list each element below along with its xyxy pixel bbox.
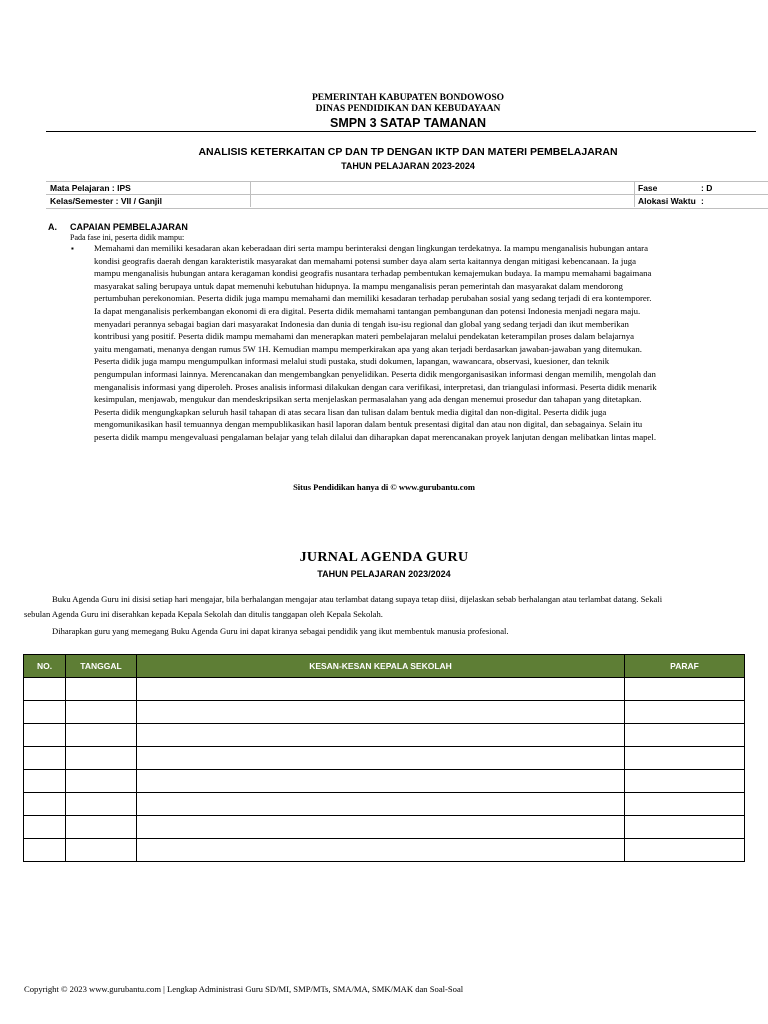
cell-kesan[interactable] bbox=[137, 747, 625, 770]
cell-kesan[interactable] bbox=[137, 793, 625, 816]
cell-paraf[interactable] bbox=[625, 816, 745, 839]
section-intro: Pada fase ini, peserta didik mampu: bbox=[70, 233, 185, 242]
cell-no[interactable] bbox=[24, 839, 66, 862]
cell-no[interactable] bbox=[24, 793, 66, 816]
journal-paragraph-1b: sebulan Agenda Guru ini diserahkan kepada Kepala Sekolah dan ditulis tanggapan oleh Kepala Sekolah. bbox=[24, 609, 383, 619]
agenda-table-body bbox=[24, 678, 745, 862]
site-watermark-text: Situs Pendidikan hanya di © www.gurubantu.com bbox=[293, 482, 475, 492]
cell-no[interactable] bbox=[24, 747, 66, 770]
cell-paraf[interactable] bbox=[625, 770, 745, 793]
paragraph-line: mengomunikasikan hasil temuannya dengan mempublikasikan hasil laporan dalam bentuk presentasi digital dan atau non digital, dan sebagainya. Selain itu bbox=[94, 419, 643, 430]
journal-title: JURNAL AGENDA GURU bbox=[299, 550, 469, 565]
paragraph-line: kondisi geografis daerah dengan karakteristik masyarakat dan memahami potensi sumber daya alam serta kaitannya dengan mitigasi kebencanaan. Ia juga bbox=[94, 255, 637, 266]
divider bbox=[250, 195, 251, 207]
class-semester-label: Kelas/Semester : VII / Ganjil bbox=[50, 196, 162, 206]
info-table bbox=[46, 182, 768, 207]
cell-paraf[interactable] bbox=[625, 839, 745, 862]
cell-tanggal[interactable] bbox=[66, 793, 137, 816]
cell-paraf[interactable] bbox=[625, 747, 745, 770]
cell-tanggal[interactable] bbox=[66, 839, 137, 862]
paragraph-line: Memahami dan memiliki kesadaran akan keberadaan diri serta mampu berinteraksi dengan lingkungan terdekatnya. Ia mampu menganalisis hubungan antara bbox=[94, 243, 649, 253]
journal-year: TAHUN PELAJARAN 2023/2024 bbox=[317, 569, 451, 579]
table-row bbox=[24, 793, 745, 816]
cell-kesan[interactable] bbox=[137, 701, 625, 724]
table-row bbox=[24, 770, 745, 793]
agenda-table bbox=[23, 654, 745, 862]
cell-tanggal[interactable] bbox=[66, 701, 137, 724]
capaian-paragraph bbox=[94, 242, 758, 444]
cell-kesan[interactable] bbox=[137, 839, 625, 862]
info-row-1 bbox=[46, 182, 768, 194]
paragraph-line: mampu menganalisis hubungan antara keragaman kondisi geografis nusantara terhadap pembentukan kemajemukan budaya. Ia mampu memahami bagaimana bbox=[94, 268, 652, 279]
document-title: ANALISIS KETERKAITAN CP DAN TP DENGAN IKTP DAN MATERI PEMBELAJARAN bbox=[198, 146, 618, 158]
paragraph-line: Peserta didik juga mampu mengumpulkan informasi melalui studi pustaka, studi dokumen, lapangan, wawancara, observasi, kuesioner, dan teknik bbox=[94, 356, 610, 367]
col-header-kesan: KESAN-KESAN KEPALA SEKOLAH bbox=[137, 655, 625, 678]
paragraph-line: menganalisis informasi yang diperoleh. Proses analisis informasi dilakukan dengan cara verifikasi, interpretasi, dan triangulasi informasi. Peserta didik menarik bbox=[94, 381, 657, 392]
cell-paraf[interactable] bbox=[625, 793, 745, 816]
section-letter: A. bbox=[48, 222, 57, 232]
paragraph-line: pertumbuhan perekonomian. Peserta didik juga mampu memahami dan memiliki kesadaran terhadap perubahan sosial yang sedang terjadi di era kontemporer. bbox=[94, 293, 652, 304]
paragraph-line: kontribusi yang positif. Peserta didik mampu memahami dan menerapkan materi pembelajaran melalui pendekatan keterampilan proses dalam belajarnya bbox=[94, 331, 635, 342]
cell-no[interactable] bbox=[24, 816, 66, 839]
cell-paraf[interactable] bbox=[625, 701, 745, 724]
cell-paraf[interactable] bbox=[625, 678, 745, 701]
document-year: TAHUN PELAJARAN 2023-2024 bbox=[341, 161, 475, 171]
col-header-paraf: PARAF bbox=[625, 655, 745, 678]
journal-paragraph-2: Diharapkan guru yang memegang Buku Agenda Guru ini dapat kiranya sebagai pendidik yang ikut membentuk manusia profesional. bbox=[52, 626, 509, 636]
footer-copyright: Copyright © 2023 www.gurubantu.com | Lengkap Administrasi Guru SD/MI, SMP/MTs, SMA/MA, SMK/MAK dan Soal-Soal bbox=[24, 984, 464, 994]
paragraph-line: kesimpulan, menjawab, mengukur dan mendeskripsikan serta menjelaskan permasalahan yang ada dengan menemui prosedur dan tahapan yang ditetapkan. bbox=[94, 394, 642, 405]
divider bbox=[634, 182, 635, 194]
cell-kesan[interactable] bbox=[137, 816, 625, 839]
header-rule bbox=[46, 131, 756, 132]
cell-kesan[interactable] bbox=[137, 770, 625, 793]
section-title: CAPAIAN PEMBELAJARAN bbox=[70, 222, 188, 232]
fase-label: Fase bbox=[638, 183, 658, 193]
cell-tanggal[interactable] bbox=[66, 747, 137, 770]
school-name: SMPN 3 SATAP TAMANAN bbox=[329, 116, 487, 130]
header-line-1: PEMERINTAH KABUPATEN BONDOWOSO bbox=[311, 93, 505, 103]
alokasi-label: Alokasi Waktu bbox=[638, 196, 696, 206]
divider bbox=[634, 195, 635, 207]
paragraph-line: pengumpulan informasi lainnya. Merencanakan dan mengembangkan penyelidikan. Peserta didik mengorganisasikan informasi dengan memilih, mengolah dan bbox=[94, 368, 656, 379]
paragraph-line: yaitu mengamati, menanya dengan rumus 5W 1H. Kemudian mampu memperkirakan apa yang akan terjadi berdasarkan jawaban-jawaban yang ditemukan. bbox=[94, 343, 642, 354]
cell-no[interactable] bbox=[24, 701, 66, 724]
cell-tanggal[interactable] bbox=[66, 678, 137, 701]
paragraph-line: menyadari perannya sebagai bagian dari masyarakat Indonesia dan dunia di tengah isu-isu regional dan global yang sedang terjadi dan ikut memberikan bbox=[94, 318, 629, 329]
paragraph-line: peserta didik mampu mengevaluasi pengalaman belajar yang telah dilalui dan diharapkan dapat merencanakan proyek lanjutan dengan melibatkan lintas mapel. bbox=[94, 431, 657, 442]
journal-paragraph-1a: Buku Agenda Guru ini disisi setiap hari mengajar, bila berhalangan mengajar atau terlambat datang supaya tetap diisi, dijelaskan sebab berhalangan atau terlambat datang. Sekali bbox=[52, 594, 663, 604]
table-row bbox=[24, 816, 745, 839]
header-line-2: DINAS PENDIDIKAN DAN KEBUDAYAAN bbox=[315, 104, 501, 114]
table-header-row bbox=[24, 655, 745, 678]
cell-no[interactable] bbox=[24, 678, 66, 701]
cell-tanggal[interactable] bbox=[66, 724, 137, 747]
subject-label: Mata Pelajaran : IPS bbox=[50, 183, 131, 193]
cell-kesan[interactable] bbox=[137, 678, 625, 701]
cell-no[interactable] bbox=[24, 770, 66, 793]
cell-tanggal[interactable] bbox=[66, 770, 137, 793]
table-row bbox=[24, 724, 745, 747]
cell-kesan[interactable] bbox=[137, 724, 625, 747]
cell-tanggal[interactable] bbox=[66, 816, 137, 839]
table-row bbox=[24, 701, 745, 724]
table-row bbox=[24, 839, 745, 862]
paragraph-line: Ia dapat menganalisis perkembangan ekonomi di era digital. Peserta didik memahami tantangan pembangunan dan potensi Indonesia menjadi negara maju. bbox=[94, 305, 641, 316]
bullet-icon: ▪ bbox=[71, 244, 74, 253]
table-row bbox=[24, 747, 745, 770]
col-header-tanggal: TANGGAL bbox=[66, 655, 137, 678]
info-row-2 bbox=[46, 194, 768, 207]
paragraph-line: Peserta didik mengungkapkan seluruh hasil tahapan di atas secara lisan dan tulisan dalam bentuk media digital dan non-digital. Peserta didik juga bbox=[94, 406, 607, 417]
fase-value: : D bbox=[701, 183, 713, 193]
table-row bbox=[24, 678, 745, 701]
paragraph-line: masyarakat saling berupaya untuk dapat memenuhi kebutuhan hidupnya. Ia mampu menganalisis peran pemerintah dan masyarakat dalam mendorong bbox=[94, 280, 623, 291]
cell-paraf[interactable] bbox=[625, 724, 745, 747]
alokasi-value: : bbox=[701, 196, 704, 206]
divider bbox=[250, 182, 251, 194]
cell-no[interactable] bbox=[24, 724, 66, 747]
col-header-no: NO. bbox=[24, 655, 66, 678]
